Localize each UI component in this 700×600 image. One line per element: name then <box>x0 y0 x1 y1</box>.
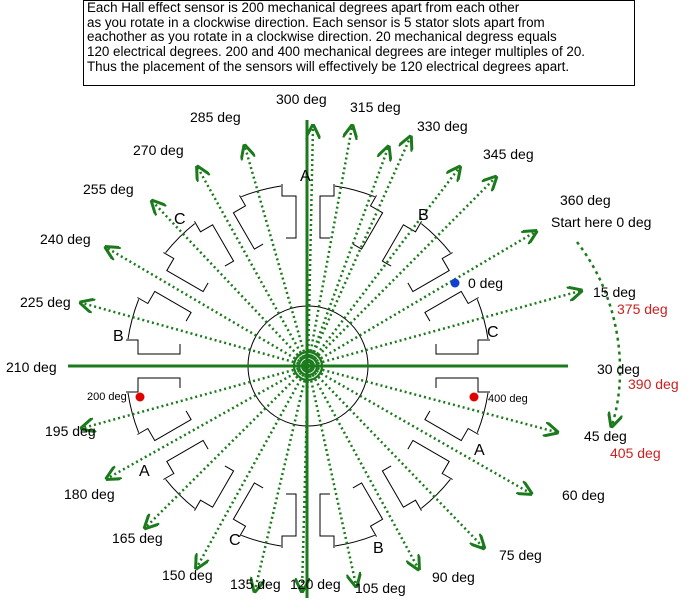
label-90-deg: 90 deg <box>432 569 475 585</box>
phase-letter: C <box>229 532 241 549</box>
sensor-label-200: 200 deg <box>87 391 127 403</box>
label-120-deg: 120 deg <box>290 576 341 592</box>
rotation-arc <box>577 242 620 425</box>
sensor-label-400: 400 deg <box>488 393 528 405</box>
label-330-deg: 330 deg <box>417 118 468 134</box>
sensor-label-0: 0 deg <box>468 275 504 291</box>
sensor-dot-0 <box>451 279 460 288</box>
phase-letter: B <box>113 328 124 345</box>
degree-arrow <box>308 366 356 585</box>
caption-line: as you rotate in a clockwise direction. Each sensor is 5 stator slots apart from <box>87 14 545 30</box>
label-105-deg: 105 deg <box>355 580 406 596</box>
label-165-deg: 165 deg <box>112 530 163 546</box>
degree-arrow <box>308 291 580 366</box>
label-135-deg: 135 deg <box>230 576 281 592</box>
stator-back-arc <box>421 479 450 508</box>
label-225-deg: 225 deg <box>20 294 71 310</box>
stator-back-arc <box>335 535 375 546</box>
caption-line: 120 electrical degrees. 200 and 400 mechanical degrees are integer multiples of 20. <box>87 44 585 60</box>
caption-line: Thus the placement of the sensors will effectively be 120 electrical degrees apart. <box>87 58 570 74</box>
degree-arrow <box>308 366 483 547</box>
caption-line: Each Hall effect sensor is 200 mechanical degrees apart from each other <box>87 0 520 15</box>
label-195-deg: 195 deg <box>45 423 96 439</box>
label-150-deg: 150 deg <box>162 567 213 583</box>
label-255-deg: 255 deg <box>83 181 134 197</box>
sensor-dot-200 <box>136 393 145 402</box>
degree-arrow <box>308 127 313 366</box>
label-390-deg: 390 deg <box>628 376 679 392</box>
label-300-deg: 300 deg <box>276 91 327 107</box>
sensor-dot-400 <box>470 393 479 402</box>
label-270-deg: 270 deg <box>133 142 184 158</box>
label-240-deg: 240 deg <box>40 231 91 247</box>
phase-letter: A <box>300 168 311 185</box>
label-285-deg: 285 deg <box>190 109 241 125</box>
degree-arrow <box>308 138 410 366</box>
degree-arrow <box>308 168 459 366</box>
phase-letter: C <box>487 324 499 341</box>
stator-back-arc <box>241 186 281 197</box>
label-60-deg: 60 deg <box>562 487 605 503</box>
degree-arrow <box>308 366 418 568</box>
degree-arrow <box>107 248 308 366</box>
degree-arrow <box>308 178 495 366</box>
label-210-deg: 210 deg <box>6 359 57 375</box>
phase-letter: A <box>474 442 485 459</box>
stator-back-arc <box>241 535 281 546</box>
degree-arrow <box>197 366 308 567</box>
label-15-deg: 15 deg <box>593 284 636 300</box>
center-axes <box>68 120 568 598</box>
phase-letter: C <box>174 211 186 228</box>
phase-letter: B <box>418 207 429 224</box>
caption-line: eachother as you rotate in a clockwise direction. 20 mechanical degress equals <box>87 29 557 45</box>
label-45-deg: 45 deg <box>584 428 627 444</box>
phase-letter: B <box>373 540 384 557</box>
label-30-deg: 30 deg <box>597 361 640 377</box>
label-405-deg: 405 deg <box>610 445 661 461</box>
label-315-deg: 315 deg <box>350 99 401 115</box>
degree-arrow <box>255 366 308 590</box>
stator-back-arc <box>128 299 139 339</box>
label-180-deg: 180 deg <box>64 486 115 502</box>
label-75-deg: 75 deg <box>499 547 542 563</box>
label-360-deg: 360 deg <box>560 192 611 208</box>
label-375-deg: 375 deg <box>617 301 668 317</box>
phase-letter: A <box>139 463 150 480</box>
label-345-deg: 345 deg <box>483 146 534 162</box>
degree-arrow <box>146 366 308 527</box>
label-start-0-deg: Start here 0 deg <box>551 214 652 230</box>
degree-arrow <box>308 148 388 366</box>
